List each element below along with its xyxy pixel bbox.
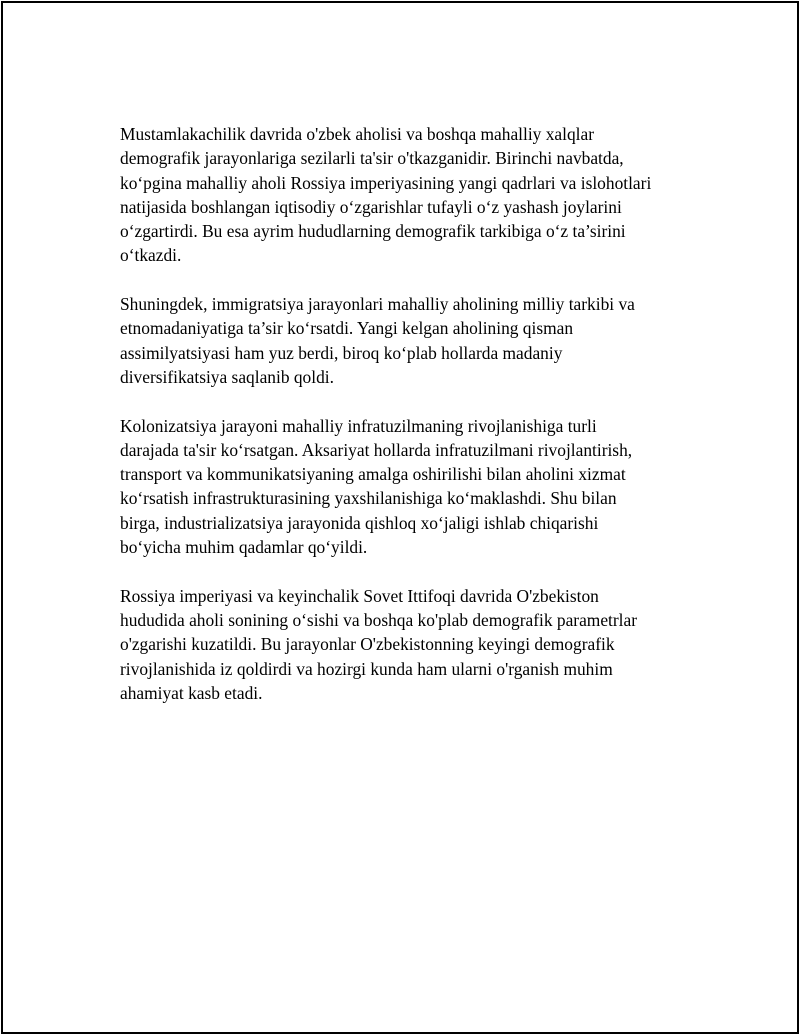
paragraph-1: Mustamlakachilik davrida o'zbek aholisi va boshqa mahalliy xalqlar demografik jarayonlariga sezilarli ta'sir o'tkazganidir. Birinchi navbatda, ko‘pgina mahalliy aholi Rossiya imperiyasining yangi qadrlari va islohotlari natijasida boshlangan iqtisodiy o‘zgarishlar tufayli o‘z yashash joylarini o‘zgartirdi. Bu esa ayrim hududlarning demografik tarkibiga o‘z ta’sirini o‘tkazdi. (120, 124, 652, 266)
document-body (120, 122, 710, 729)
paragraph-2: Shuningdek, immigratsiya jarayonlari mahalliy aholining milliy tarkibi va etnomadaniyatiga ta’sir ko‘rsatdi. Yangi kelgan aholining qisman assimilyatsiyasi ham yuz berdi, biroq ko‘plab hollarda madaniy diversifikatsiya saqlanib qoldi. (120, 294, 635, 387)
paragraph-4: Rossiya imperiyasi va keyinchalik Sovet Ittifoqi davrida O'zbekiston hududida aholi sonining o‘sishi va boshqa ko'plab demografik parametrlar o'zgarishi kuzatildi. Bu jarayonlar O'zbekistonning keyingi demografik rivojlanishida iz qoldirdi va hozirgi kunda ham ularni o'rganish muhim ahamiyat kasb etadi. (120, 585, 638, 703)
paragraph-3: Kolonizatsiya jarayoni mahalliy infratuzilmaning rivojlanishiga turli darajada ta'sir ko‘rsatgan. Aksariyat hollarda infratuzilmani rivojlantirish, transport va kommunikatsiyaning amalga oshirilishi bilan aholini xizmat ko‘rsatish infrastrukturasining yaxshilanishiga ko‘maklashdi. Shu bilan birga, industrializatsiya jarayonida qishloq xo‘jaligi ishlab chiqarishi bo‘yicha muhim qadamlar qo‘yildi. (120, 415, 633, 558)
document-page (1, 1, 799, 1034)
